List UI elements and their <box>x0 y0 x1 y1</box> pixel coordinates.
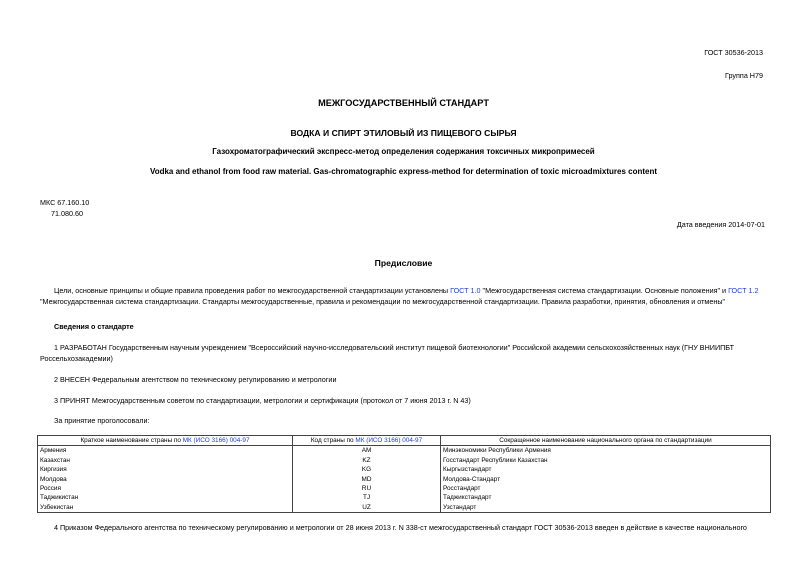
standard-kind: МЕЖГОСУДАРСТВЕННЫЙ СТАНДАРТ <box>318 98 489 108</box>
document-code: ГОСТ 30536-2013 <box>704 48 763 57</box>
standards-body: Кыргызстандарт <box>441 465 771 474</box>
col-country-code-text: Код страны по <box>310 437 356 444</box>
country-name: Таджикистан <box>38 493 293 502</box>
preface-goals-text-a: Цели, основные принципы и общие правила проведения работ по межгосударственной стандартизации установлены <box>54 286 451 295</box>
item-4-order: 4 Приказом Федерального агентства по техническому регулированию и метрологии от 28 июня 2013 г. N 338-ст межгосударственный стандарт ГОСТ 30536-2013 введен в действие в качестве национального <box>54 523 747 532</box>
table-row <box>38 503 771 513</box>
col-country-name-text: Краткое наименование страны по <box>80 437 183 444</box>
table-row <box>38 493 771 502</box>
standard-info-title: Сведения о стандарте <box>54 322 134 331</box>
standard-subtitle: Газохроматографический экспресс-метод определения содержания токсичных микропримесей <box>212 147 595 156</box>
country-name: Молдова <box>38 475 293 484</box>
voting-countries-table <box>37 435 771 513</box>
item-3-accepted: 3 ПРИНЯТ Межгосударственным советом по стандартизации, метрологии и сертификации (протокол от 7 июня 2013 г. N 43) <box>54 396 471 405</box>
standards-body: Росстандарт <box>441 484 771 493</box>
col-country-name-header <box>38 436 293 446</box>
table-row <box>38 465 771 474</box>
introduction-date: Дата введения 2014-07-01 <box>676 220 765 229</box>
table-row <box>38 446 771 456</box>
country-code: KZ <box>293 456 441 465</box>
preface-goals-paragraph <box>54 285 774 296</box>
gost-1-2-link[interactable]: ГОСТ 1.2 <box>728 286 759 295</box>
standards-body: Госстандарт Республики Казахстан <box>441 456 771 465</box>
preface-goals-text-b: "Межгосударственная система стандартизации. Основные положения" и <box>480 286 729 295</box>
standards-body: Минэкономики Республики Армения <box>441 446 771 456</box>
country-name: Россия <box>38 484 293 493</box>
country-code: RU <box>293 484 441 493</box>
mk-iso-link-2[interactable]: МК (ИСО 3166) 004-97 <box>355 437 423 444</box>
country-name: Армения <box>38 446 293 456</box>
country-code: MD <box>293 475 441 484</box>
table-row <box>38 484 771 493</box>
table-row <box>38 456 771 465</box>
country-code: AM <box>293 446 441 456</box>
standard-title: ВОДКА И СПИРТ ЭТИЛОВЫЙ ИЗ ПИЩЕВОГО СЫРЬЯ <box>290 128 517 138</box>
item-1-developed-line2: Россельхозакадемии) <box>40 354 113 363</box>
voted-for-label: За принятие проголосовали: <box>54 416 150 425</box>
table-row <box>38 475 771 484</box>
country-name: Казахстан <box>38 456 293 465</box>
table-header-row <box>38 436 771 446</box>
standard-title-english: Vodka and ethanol from food raw material. Gas-chromatographic express-method for determination of toxic microadmixtures content <box>149 167 658 176</box>
preface-goals-continuation: "Межгосударственная система стандартизации. Стандарты межгосударственные, правила и рекомендации по межгосударственной стандартизации. Правила разработки, принятия, обновления и отмены" <box>40 297 726 306</box>
country-name: Узбекистан <box>38 503 293 513</box>
mks-code-1: МКС 67.160.10 <box>40 198 90 207</box>
standards-body: Молдова-Стандарт <box>441 475 771 484</box>
standards-body: Таджикстандарт <box>441 493 771 502</box>
country-code: UZ <box>293 503 441 513</box>
standards-body: Узстандарт <box>441 503 771 513</box>
col-country-code-header <box>293 436 441 446</box>
preface-title: Предисловие <box>374 258 433 268</box>
country-code: KG <box>293 465 441 474</box>
country-code: TJ <box>293 493 441 502</box>
mks-code-2: 71.080.60 <box>51 209 83 218</box>
document-group: Группа Н79 <box>725 71 763 80</box>
item-2-introduced: 2 ВНЕСЕН Федеральным агентством по техническому регулированию и метрологии <box>54 375 337 384</box>
gost-1-0-link[interactable]: ГОСТ 1.0 <box>450 286 481 295</box>
mk-iso-link-1[interactable]: МК (ИСО 3166) 004-97 <box>182 437 250 444</box>
col-standards-body-header: Сокращенное наименование национального органа по стандартизации <box>441 436 771 446</box>
item-1-developed-line1: 1 РАЗРАБОТАН Государственным научным учреждением "Всероссийский научно-исследовательский институт пищевой биотехнологии" Российской академии сельскохозяйственных наук (ГНУ ВНИИПБТ <box>54 343 735 352</box>
country-name: Киргизия <box>38 465 293 474</box>
